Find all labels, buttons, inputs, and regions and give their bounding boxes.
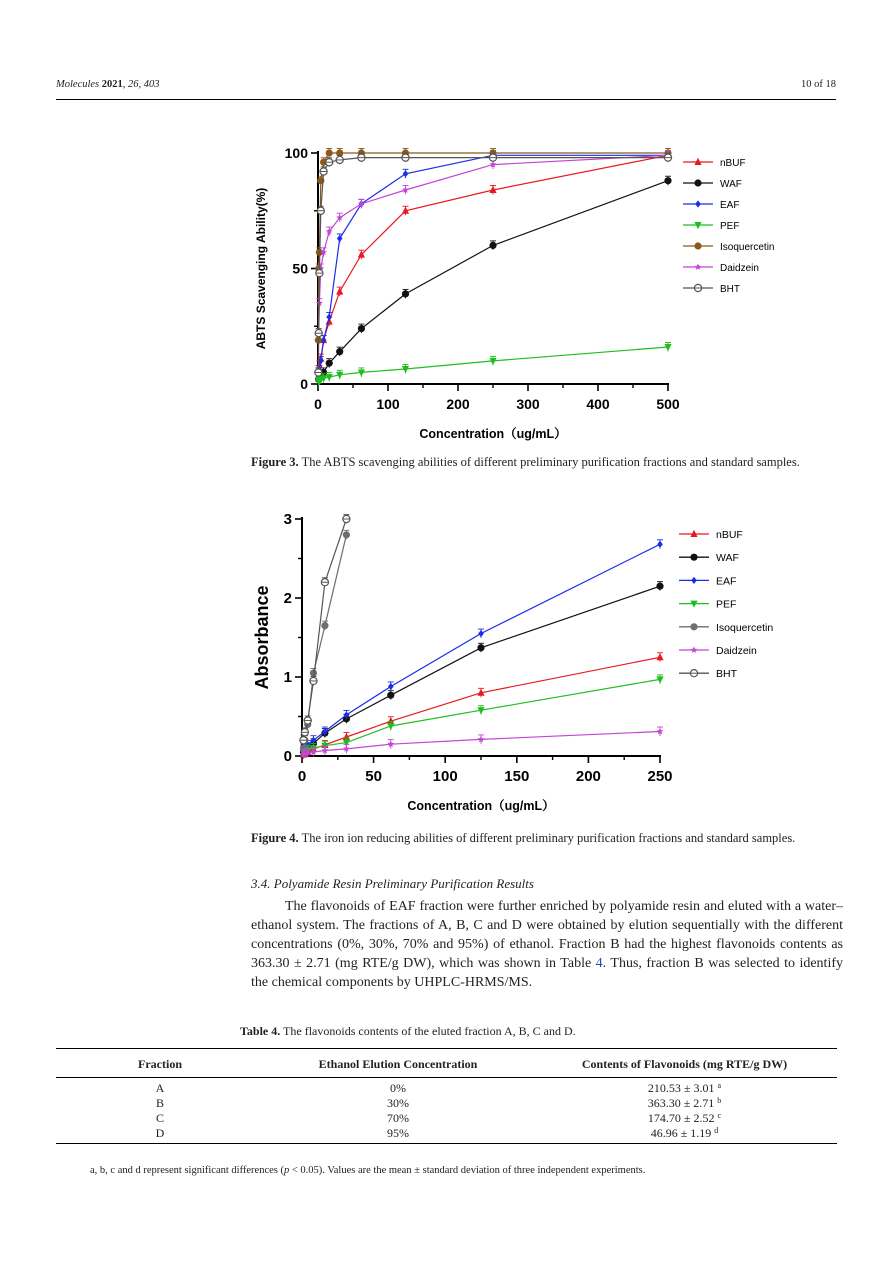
cell-fraction: A: [155, 1081, 165, 1095]
footnote-text-1: a, b, c and d represent significant differences (: [90, 1165, 284, 1176]
data-point: [343, 515, 350, 522]
legend-item-bht: [683, 284, 740, 295]
content-value: 210.53 ± 3.01: [647, 1081, 715, 1095]
data-point: [656, 653, 663, 660]
data-point: [477, 644, 484, 651]
legend-item-nbuf: [679, 529, 743, 541]
legend-marker: [694, 284, 701, 291]
data-point: [300, 737, 307, 744]
header-fraction: Fraction: [56, 1049, 264, 1078]
series-line: [303, 586, 660, 752]
legend-item-nbuf: [683, 158, 746, 169]
data-point: [664, 177, 671, 184]
para-text-2: . Thus, fraction B was selected to identify the chemical components by UHPLC-HRMS/MS.: [251, 956, 843, 990]
x-tick-label: 400: [586, 396, 610, 412]
x-tick-label: 0: [314, 396, 322, 412]
content-value: 174.70 ± 2.52: [647, 1111, 715, 1125]
series-nbuf: [315, 151, 671, 375]
legend-item-daidzein: [679, 645, 757, 657]
table-header-row: [56, 1049, 837, 1078]
header-content: Contents of Flavonoids (mg RTE/g DW): [532, 1049, 837, 1078]
sig-letter: d: [714, 1126, 719, 1135]
table-footnote: [90, 1165, 645, 1176]
table-4-caption: [240, 1024, 576, 1039]
data-point: [388, 683, 394, 690]
cell-content: [532, 1078, 837, 1097]
legend-label: BHT: [720, 284, 740, 295]
legend-marker: [695, 200, 701, 207]
content-value: 363.30 ± 2.71: [647, 1096, 715, 1110]
data-point: [304, 717, 311, 724]
figure-4-caption-text: The iron ion reducing abilities of different preliminary purification fractions and standard samples.: [301, 831, 796, 845]
y-tick-label: 50: [292, 260, 308, 277]
data-point: [310, 677, 317, 684]
figure-4-label: Figure 4.: [251, 831, 299, 845]
data-point: [656, 583, 663, 590]
x-axis-label: Concentration（ug/mL）: [419, 427, 567, 441]
series-waf: [300, 582, 664, 757]
legend-marker: [691, 577, 697, 584]
legend-item-pef: [679, 599, 736, 611]
table-4-link[interactable]: 4: [595, 956, 603, 971]
data-point: [320, 168, 327, 175]
legend-label: PEF: [716, 598, 737, 611]
legend-marker: [694, 242, 701, 249]
legend-label: Daidzein: [716, 645, 757, 657]
data-point: [321, 622, 328, 629]
y-tick-label: 2: [283, 590, 292, 607]
data-point: [489, 242, 496, 249]
legend-marker: [690, 623, 697, 630]
table-4-label: Table 4.: [240, 1024, 281, 1038]
legend-marker: [690, 670, 697, 677]
legend-item-bht: [679, 668, 738, 680]
footnote-text-2: < 0.05). Values are the mean ± standard deviation of three independent experiments.: [289, 1165, 646, 1176]
series-waf: [315, 176, 672, 384]
cell-ethanol: 70%: [387, 1111, 409, 1125]
x-tick-label: 50: [365, 768, 382, 785]
data-point: [316, 270, 323, 277]
legend-marker: [695, 263, 702, 270]
legend-label: PEF: [720, 221, 740, 232]
data-point: [317, 207, 324, 214]
legend-item-eaf: [679, 575, 736, 587]
series-pef: [315, 343, 671, 387]
data-point: [664, 154, 671, 161]
data-point: [326, 159, 333, 166]
legend-label: Isoquercetin: [720, 242, 775, 253]
table-row: [56, 1096, 837, 1111]
cell-content: [532, 1126, 837, 1144]
y-tick-label: 3: [283, 511, 292, 528]
page-number: 10 of 18: [801, 79, 836, 90]
figure-4-caption: [251, 830, 843, 847]
journal-year: 2021: [101, 79, 123, 90]
table-row: [56, 1126, 837, 1144]
legend-label: nBUF: [716, 529, 743, 541]
legend-item-daidzein: [683, 263, 759, 274]
journal-name: Molecules: [56, 79, 100, 90]
footnote-p: p: [283, 1165, 290, 1176]
legend-item-isoquercetin: [679, 622, 773, 634]
data-point: [315, 369, 322, 376]
x-tick-label: 300: [516, 396, 540, 412]
sig-letter: b: [717, 1096, 722, 1105]
data-point: [403, 170, 409, 177]
cell-fraction: D: [56, 1126, 264, 1144]
x-tick-label: 100: [376, 396, 400, 412]
table-4-caption-text: The flavonoids contents of the eluted fraction A, B, C and D.: [283, 1024, 576, 1038]
x-tick-label: 200: [575, 768, 601, 785]
legend-marker: [691, 646, 698, 653]
y-tick-label: 0: [283, 748, 292, 765]
x-tick-label: 100: [432, 768, 458, 785]
cell-ethanol: 95%: [264, 1126, 532, 1144]
figure-3-label: Figure 3.: [251, 455, 299, 469]
legend-marker: [694, 179, 701, 186]
header-rule: [56, 99, 836, 100]
legend-item-waf: [679, 552, 739, 564]
para-text-1: The flavonoids of EAF fraction were further enriched by polyamide resin and eluted with a water–ethanol system. The fractions of A, B, C and D were obtained by elution sequentially with the different concentrations (0%, 30%, 70% and 95%) of ethanol. Fraction B had the highest flavonoids contents as 363.30 ± 2.71 (mg RTE/g DW), which was shown in Table: [251, 899, 843, 971]
x-tick-label: 0: [297, 768, 307, 785]
header-ethanol: Ethanol Elution Concentration: [264, 1049, 532, 1078]
series-pef: [300, 675, 664, 757]
cell-fraction: C: [155, 1111, 164, 1125]
legend-label: EAF: [720, 200, 740, 211]
data-point: [321, 579, 328, 586]
y-tick-label: 100: [284, 145, 308, 161]
y-axis-label: Absorbance: [252, 585, 272, 690]
data-point: [402, 290, 409, 297]
legend-item-eaf: [683, 200, 739, 211]
data-point: [336, 156, 343, 163]
data-point: [343, 531, 350, 538]
data-point: [301, 729, 308, 736]
data-point: [336, 348, 343, 355]
figure-3-caption: [251, 454, 843, 471]
y-tick-label: 0: [300, 376, 308, 392]
legend-label: EAF: [716, 575, 737, 588]
content-value: 46.96 ± 1.19: [650, 1126, 712, 1140]
x-axis-label: Concentration（ug/mL）: [407, 799, 555, 813]
data-point: [326, 149, 333, 156]
section-paragraph: [251, 897, 843, 992]
legend-label: Isoquercetin: [716, 621, 774, 634]
data-point: [358, 154, 365, 161]
x-tick-label: 200: [446, 396, 470, 412]
legend-label: nBUF: [720, 158, 746, 169]
running-header-citation: [56, 79, 160, 90]
x-tick-label: 500: [656, 396, 680, 412]
data-point: [387, 692, 394, 699]
x-tick-label: 150: [504, 768, 530, 785]
sig-letter: a: [717, 1081, 722, 1090]
x-tick-label: 250: [647, 768, 673, 785]
series-daidzein: [300, 727, 663, 759]
cell-content: [532, 1111, 837, 1126]
cell-content: [532, 1096, 837, 1111]
cell-fraction: B: [155, 1096, 164, 1110]
y-axis-label: ABTS Scavenging Ability(%): [254, 187, 268, 350]
figure-3-caption-text: The ABTS scavenging abilities of different preliminary purification fractions and standard samples.: [301, 455, 800, 469]
data-point: [358, 325, 365, 332]
legend-item-pef: [683, 221, 739, 232]
legend-label: WAF: [720, 179, 742, 190]
legend-item-isoquercetin: [683, 242, 774, 253]
figure-4-chart: [0, 500, 892, 820]
flavonoids-table: [56, 1048, 837, 1144]
cell-ethanol: 0%: [390, 1081, 406, 1095]
sig-letter: c: [717, 1111, 722, 1120]
data-point: [657, 541, 663, 548]
figure-3-chart: [0, 130, 892, 460]
data-point: [315, 330, 322, 337]
data-point: [402, 154, 409, 161]
data-point: [310, 669, 317, 676]
data-point: [478, 630, 484, 637]
cell-ethanol: 30%: [387, 1096, 409, 1110]
legend-marker: [690, 554, 697, 561]
y-tick-label: 1: [283, 669, 292, 686]
series-line: [319, 181, 668, 380]
section-title: 3.4. Polyamide Resin Preliminary Purification Results: [251, 876, 534, 891]
legend-label: WAF: [716, 552, 739, 565]
data-point: [489, 154, 496, 161]
table-row: [56, 1078, 837, 1097]
legend-label: BHT: [716, 668, 737, 681]
table-row: [56, 1111, 837, 1126]
journal-volume: , 26, 403: [122, 79, 160, 90]
legend-item-waf: [683, 179, 742, 190]
legend-label: Daidzein: [720, 263, 759, 274]
data-point: [326, 360, 333, 367]
